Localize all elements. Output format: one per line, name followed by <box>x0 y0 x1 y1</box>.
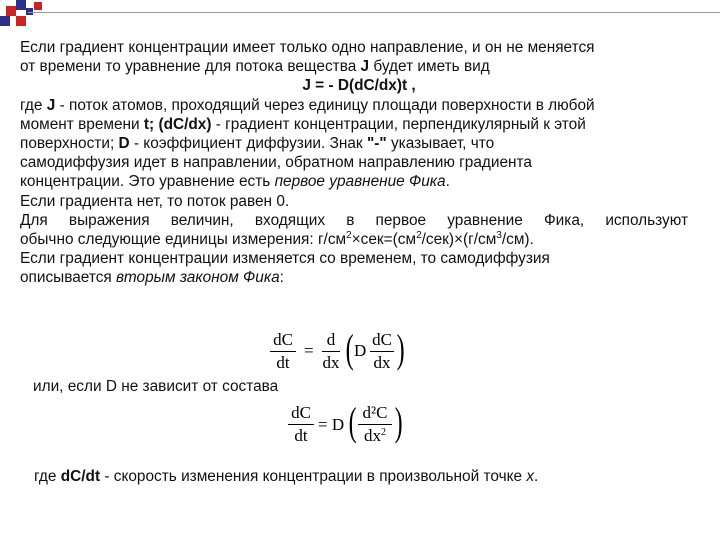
text-run: будет иметь вид <box>369 58 490 76</box>
fraction-dC-dt <box>270 330 296 373</box>
text-line <box>20 249 688 268</box>
red-square-decoration <box>34 2 42 10</box>
numerator: d²C <box>362 403 388 422</box>
blue-square-decoration <box>0 16 10 26</box>
fraction-dC-dx <box>370 330 394 373</box>
fraction-bar <box>288 424 314 425</box>
red-square-decoration <box>6 6 16 16</box>
text-run: или, если D не зависит от состава <box>33 378 279 395</box>
text-run: /сек)×(г/см <box>421 231 497 249</box>
text-run: Если градиента нет, то поток равен 0. <box>20 192 290 210</box>
text-run: . <box>445 173 450 191</box>
text-run: Для выражения величин, входящих в первое уравнение Фика, используют <box>20 211 688 229</box>
condition-text <box>33 378 278 396</box>
denominator: dx <box>373 353 391 372</box>
equals-sign: = <box>304 341 314 360</box>
symbol-J: J <box>46 96 56 114</box>
text-run: - скорость изменения концентрации в произвольной точке <box>100 468 527 485</box>
fick-second-law-formula <box>270 326 410 374</box>
text-line <box>20 153 688 172</box>
text-run: Если градиент концентрации имеет только одно направление, и он не меняется <box>20 39 595 56</box>
text-run: ×сек=(см <box>351 231 417 249</box>
exponent: 2 <box>381 427 386 438</box>
text-run: поверхности; <box>20 135 119 153</box>
text-run: : <box>279 269 284 287</box>
symbol-dC-dt: dC/dt <box>60 468 101 485</box>
symbol-minus: "-" <box>366 135 387 153</box>
denominator: dt <box>276 353 290 372</box>
right-paren: ) <box>396 326 405 371</box>
slide-body-text <box>20 38 688 288</box>
numerator: dC <box>291 403 311 422</box>
symbol-J: J <box>360 58 370 76</box>
equation-text: J = - D(dC/dx)t , <box>302 77 416 95</box>
text-run: Если градиент концентрации изменяется со временем, то самодиффузия <box>20 250 550 268</box>
text-run: - градиент концентрации, перпендикулярный к этой <box>211 115 586 133</box>
text-line <box>20 172 688 191</box>
fraction-bar <box>322 351 340 352</box>
text-run: где <box>34 468 61 485</box>
fraction-bar <box>270 351 296 352</box>
text-run: концентрации. Это уравнение есть <box>20 173 275 191</box>
superscript: 3 <box>496 230 502 242</box>
equals-D: = D <box>318 415 345 434</box>
right-paren: ) <box>394 399 403 444</box>
text-run: /см). <box>501 231 534 249</box>
numerator: dC <box>273 330 293 349</box>
denominator: dx <box>322 353 340 372</box>
text-run: - поток атомов, проходящий через единицу площади поверхности в любой <box>55 96 595 114</box>
text-run: обычно следующие единицы измерения: г/см <box>20 231 347 249</box>
denominator-base: dx <box>364 426 381 445</box>
left-paren: ( <box>348 399 357 444</box>
fraction-bar <box>358 424 392 425</box>
fraction-d-dx <box>322 330 340 373</box>
denominator: dt <box>294 426 308 445</box>
superscript: 2 <box>416 230 422 242</box>
text-run: от времени то уравнение для потока вещества <box>20 58 361 76</box>
symbol-D: D <box>118 135 130 153</box>
text-line <box>20 115 688 134</box>
text-line <box>20 57 688 76</box>
symbol-t: t; <box>143 115 155 133</box>
left-paren: ( <box>345 326 354 371</box>
text-run: момент времени <box>20 115 144 133</box>
text-line <box>20 38 688 57</box>
text-line <box>20 96 688 115</box>
fraction-dC-dt <box>288 403 314 446</box>
superscript: 2 <box>346 230 352 242</box>
red-square-decoration <box>16 16 26 26</box>
tail-text <box>34 468 538 486</box>
symbol-D: D <box>354 341 367 360</box>
text-line <box>20 134 688 153</box>
corner-decoration <box>0 0 60 34</box>
text-run: . <box>534 468 539 485</box>
symbol-gradient: (dC/dx) <box>158 115 212 133</box>
text-run: самодиффузия идет в направлении, обратном направлению градиента <box>20 154 532 172</box>
denominator <box>358 426 392 446</box>
text-run: - коэффициент диффузии. Знак <box>129 135 367 153</box>
fick-second-law-constant-D <box>288 399 408 449</box>
text-line <box>20 192 688 211</box>
italic-term: вторым законом Фика <box>116 269 280 287</box>
text-run: где <box>20 96 47 114</box>
text-line <box>20 268 688 287</box>
italic-term: первое уравнение Фика <box>274 173 446 191</box>
blue-square-decoration <box>16 0 26 10</box>
top-rule <box>28 12 720 13</box>
fick-first-equation <box>20 76 688 95</box>
text-run: описывается <box>20 269 117 287</box>
symbol-x: x <box>526 468 535 485</box>
text-line <box>20 230 688 249</box>
numerator: dC <box>372 330 392 349</box>
fraction-d2C-dx2 <box>358 403 392 446</box>
fraction-bar <box>370 351 394 352</box>
text-run: указывает, что <box>386 135 495 153</box>
text-line <box>20 211 688 230</box>
numerator: d <box>326 330 336 349</box>
